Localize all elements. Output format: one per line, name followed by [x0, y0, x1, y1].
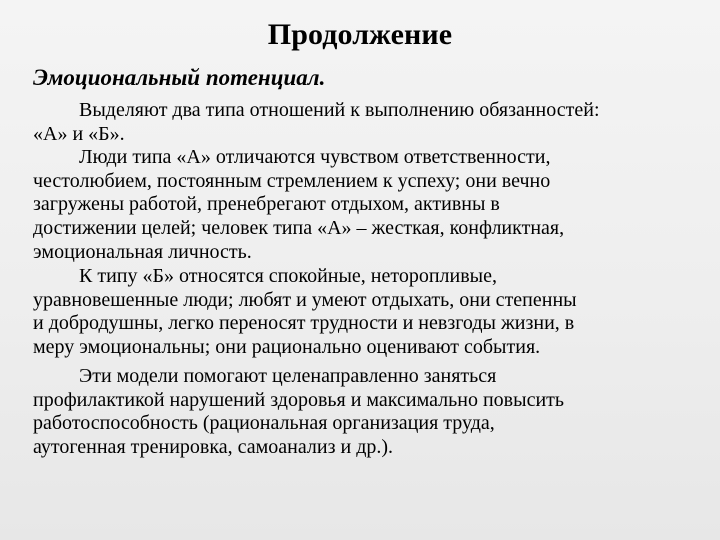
slide-title: Продолжение [267, 18, 453, 51]
paragraph-health-models: Эти модели помогают целенаправленно заняться профилактикой нарушений здоровья и максимально повысить работоспособность (рациональная организация труда, аутогенная тренировка, самоанализ и др.). [33, 365, 565, 459]
paragraph-type-b: К типу «Б» относятся спокойные, неторопливые, уравновешенные люди; любят и умеют отдыхать, они степенны и добродушны, легко переносят трудности и невзгоды жизни, в меру эмоциональны; они рационально оценивают события. [33, 265, 577, 359]
paragraph-types-intro: Выделяют два типа отношений к выполнению обязанностей: «А» и «Б». [33, 99, 600, 145]
paragraph-type-a: Люди типа «А» отличаются чувством ответственности, честолюбием, постоянным стремлением к успеху; они вечно загружены работой, пренебрегают отдыхом, активны в достижении целей; человек типа «А» – жесткая, конфликтная, эмоциональная личность. [33, 146, 565, 263]
slide-subtitle: Эмоциональный потенциал. [33, 65, 326, 90]
